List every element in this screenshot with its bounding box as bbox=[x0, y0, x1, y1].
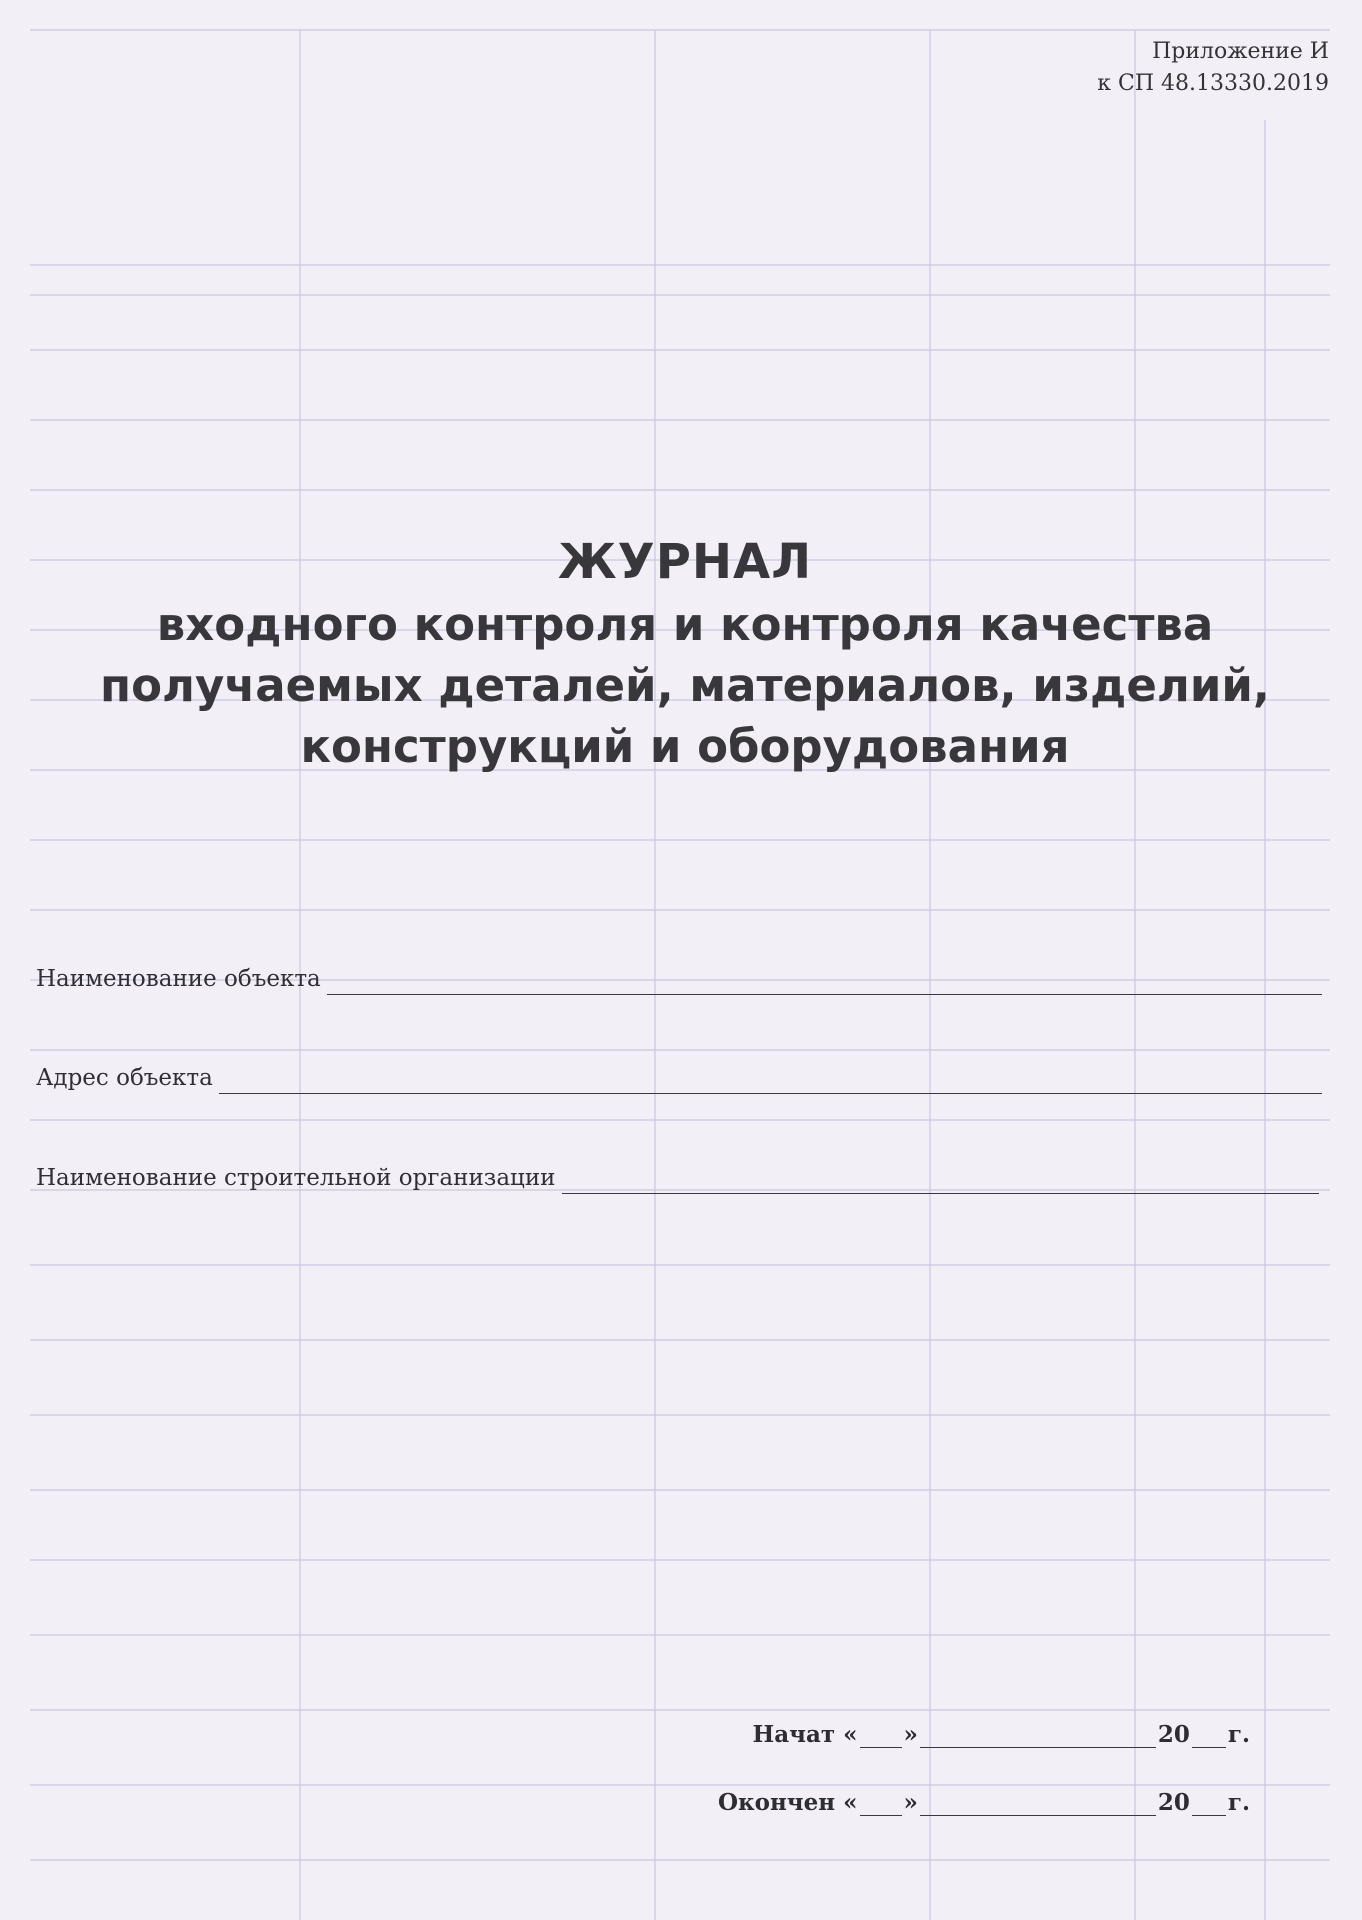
year-prefix: 20 bbox=[1157, 1721, 1190, 1748]
organization-label: Наименование строительной организации bbox=[36, 1165, 556, 1191]
year-suffix: г. bbox=[1227, 1721, 1250, 1748]
close-quote: » bbox=[903, 1721, 918, 1748]
started-year-blank[interactable] bbox=[1192, 1723, 1226, 1748]
started-month-blank[interactable] bbox=[920, 1723, 1156, 1748]
object-address-label: Адрес объекта bbox=[36, 1065, 213, 1091]
open-quote: « bbox=[843, 1721, 858, 1748]
object-name-label: Наименование объекта bbox=[36, 966, 321, 992]
object-address-field bbox=[36, 1054, 1322, 1094]
finished-day-blank[interactable] bbox=[860, 1791, 902, 1816]
organization-field bbox=[36, 1154, 1319, 1194]
started-label: Начат bbox=[752, 1721, 836, 1748]
object-name-blank-line[interactable] bbox=[327, 964, 1322, 995]
finished-date-row bbox=[718, 1780, 1250, 1816]
finished-month-blank[interactable] bbox=[920, 1791, 1156, 1816]
appendix-reference bbox=[1097, 36, 1329, 100]
object-name-field bbox=[36, 955, 1322, 995]
standard-reference: к СП 48.13330.2019 bbox=[1097, 71, 1329, 96]
started-day-blank[interactable] bbox=[860, 1723, 902, 1748]
started-date-row bbox=[752, 1712, 1250, 1748]
object-address-blank-line[interactable] bbox=[219, 1063, 1322, 1094]
year-prefix: 20 bbox=[1157, 1789, 1190, 1816]
title-main: ЖУРНАЛ bbox=[557, 534, 813, 590]
title-line-1: входного контроля и контроля качества bbox=[156, 598, 1214, 651]
close-quote: » bbox=[903, 1789, 918, 1816]
finished-label: Окончен bbox=[717, 1789, 836, 1816]
title-line-2: получаемых деталей, материалов, изделий, bbox=[100, 659, 1270, 712]
appendix-line: Приложение И bbox=[1152, 39, 1329, 64]
finished-year-blank[interactable] bbox=[1192, 1791, 1226, 1816]
document-title bbox=[40, 530, 1330, 777]
title-line-3: конструкций и оборудования bbox=[300, 720, 1070, 773]
year-suffix: г. bbox=[1227, 1789, 1250, 1816]
organization-blank-line[interactable] bbox=[562, 1163, 1319, 1194]
open-quote: « bbox=[843, 1789, 858, 1816]
